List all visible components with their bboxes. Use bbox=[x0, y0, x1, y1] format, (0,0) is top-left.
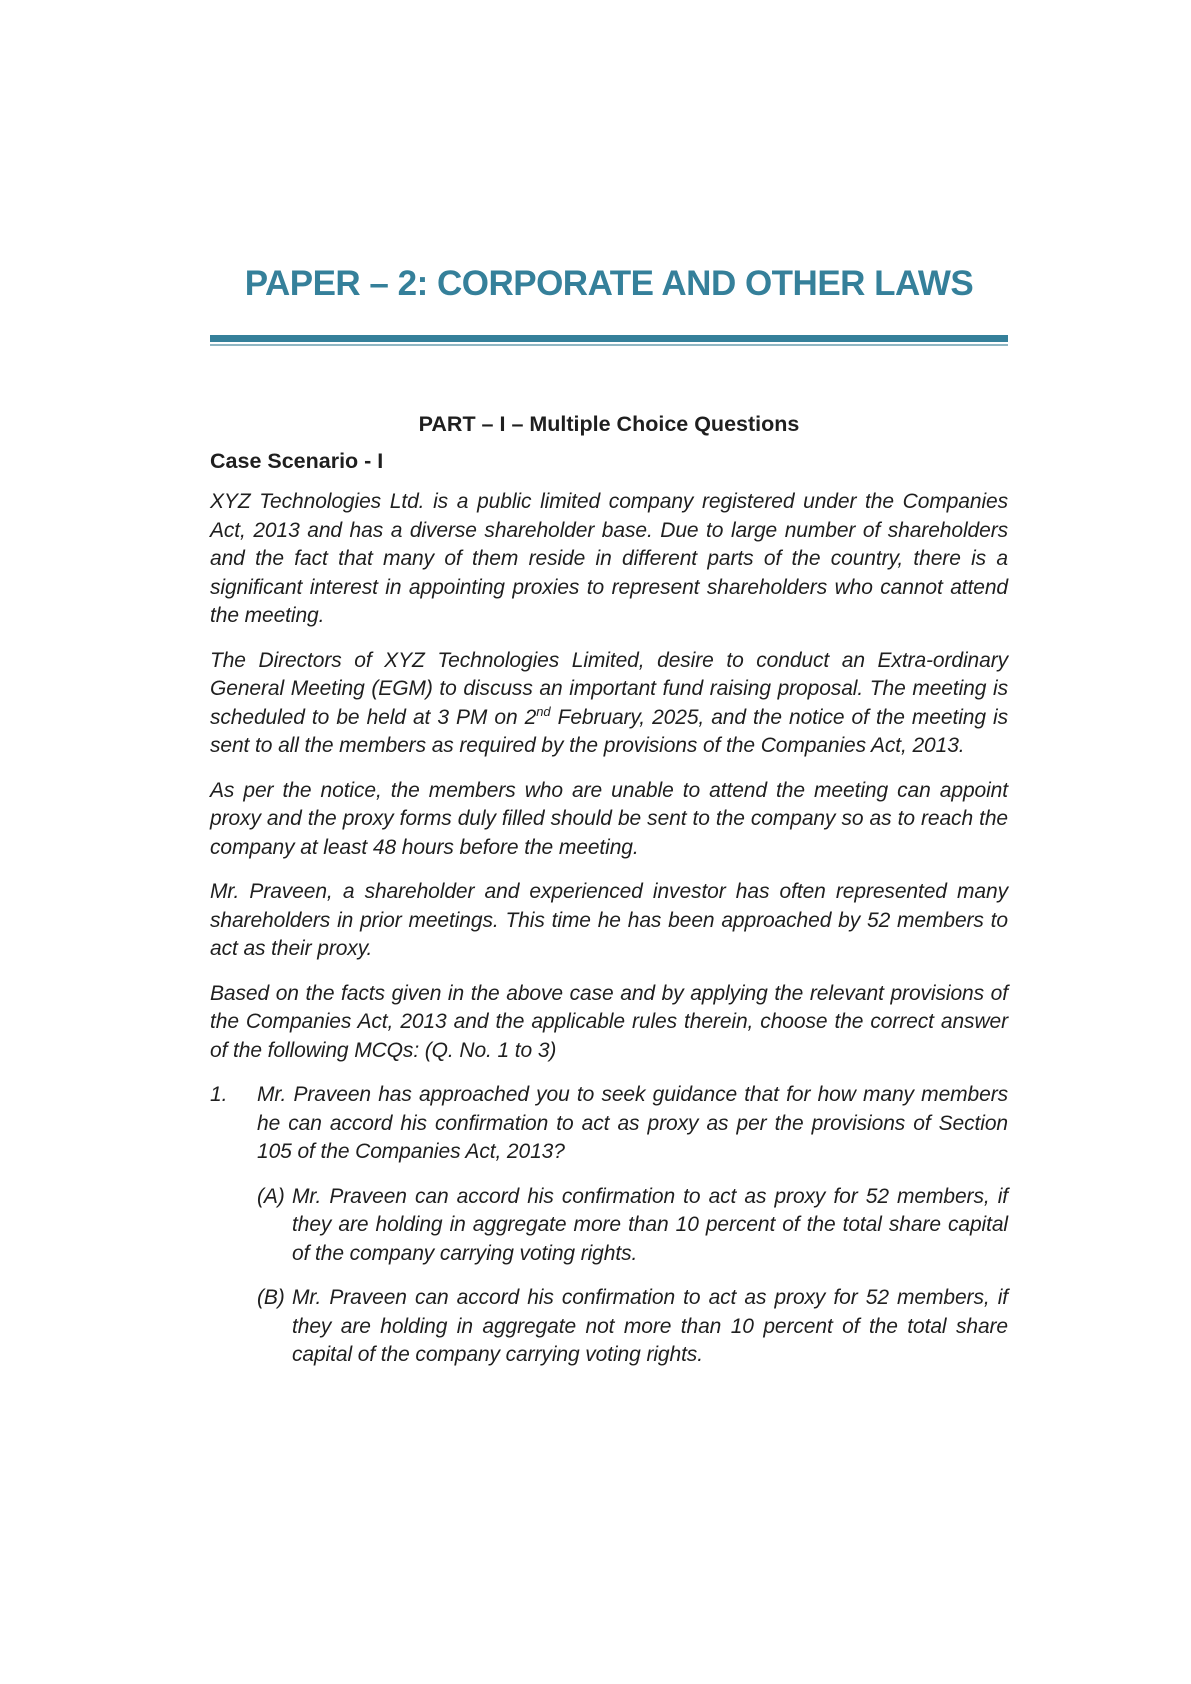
option-b-text: Mr. Praveen can accord his confirmation to act as proxy for 52 members, if they are holding in aggregate not more than 10 percent of the total share capital of the company carrying voting rights. bbox=[292, 1286, 1008, 1366]
question-1-option-a bbox=[257, 1183, 1008, 1269]
option-a-label: (A) bbox=[257, 1184, 285, 1208]
page-title: PAPER – 2: CORPORATE AND OTHER LAWS bbox=[244, 264, 974, 303]
case-scenario-heading: Case Scenario - I bbox=[210, 449, 384, 473]
scenario-paragraph-1: XYZ Technologies Ltd. is a public limited company registered under the Companies Act, 2013 and has a diverse shareholder base. Due to large number of shareholders and the fact that many of them reside in different parts of the country, there is a significant interest in appointing proxies to represent shareholders who cannot attend the meeting. bbox=[210, 490, 1008, 627]
option-b-label: (B) bbox=[257, 1286, 285, 1309]
option-a-text: Mr. Praveen can accord his confirmation to act as proxy for 52 members, if they are holding in aggregate more than 10 percent of the total share capital of the company carrying voting rights. bbox=[292, 1184, 1008, 1265]
question-1-option-b bbox=[257, 1284, 1008, 1370]
scenario-paragraph-2-post: February, 2025, and the notice of the meeting is sent to all the members as required by the provisions of the Companies Act, 2013. bbox=[210, 705, 1008, 757]
ordinal-superscript: nd bbox=[536, 703, 551, 719]
question-1 bbox=[210, 1081, 1008, 1167]
title-underline-thick bbox=[210, 335, 1008, 342]
page-content bbox=[210, 0, 1008, 1370]
scenario-paragraph-2 bbox=[210, 647, 1008, 761]
scenario-paragraph-2-pre: The Directors of XYZ Technologies Limited, desire to conduct an Extra-ordinary General Meeting (EGM) to discuss an important fund raising proposal. The meeting is scheduled to be held at 3 PM on 2 bbox=[210, 648, 1008, 729]
scenario-paragraph-5: Based on the facts given in the above case and by applying the relevant provisions of the Companies Act, 2013 and the applicable rules therein, choose the correct answer of the following MCQs: (Q. No. 1 to 3) bbox=[210, 981, 1008, 1062]
title-underline-thin bbox=[210, 344, 1008, 346]
question-1-number: 1. bbox=[210, 1083, 228, 1106]
part-heading: PART – I – Multiple Choice Questions bbox=[418, 412, 800, 436]
scenario-paragraph-4: Mr. Praveen, a shareholder and experienced investor has often represented many shareholders in prior meetings. This time he has been approached by 52 members to act as their proxy. bbox=[210, 880, 1008, 960]
scenario-paragraph-3: As per the notice, the members who are unable to attend the meeting can appoint proxy and the proxy forms duly filled should be sent to the company so as to reach the company at least 48 hours before the meeting. bbox=[210, 778, 1008, 859]
question-1-text: Mr. Praveen has approached you to seek guidance that for how many members he can accord his confirmation to act as proxy as per the provisions of Section 105 of the Companies Act, 2013? bbox=[257, 1083, 1008, 1163]
